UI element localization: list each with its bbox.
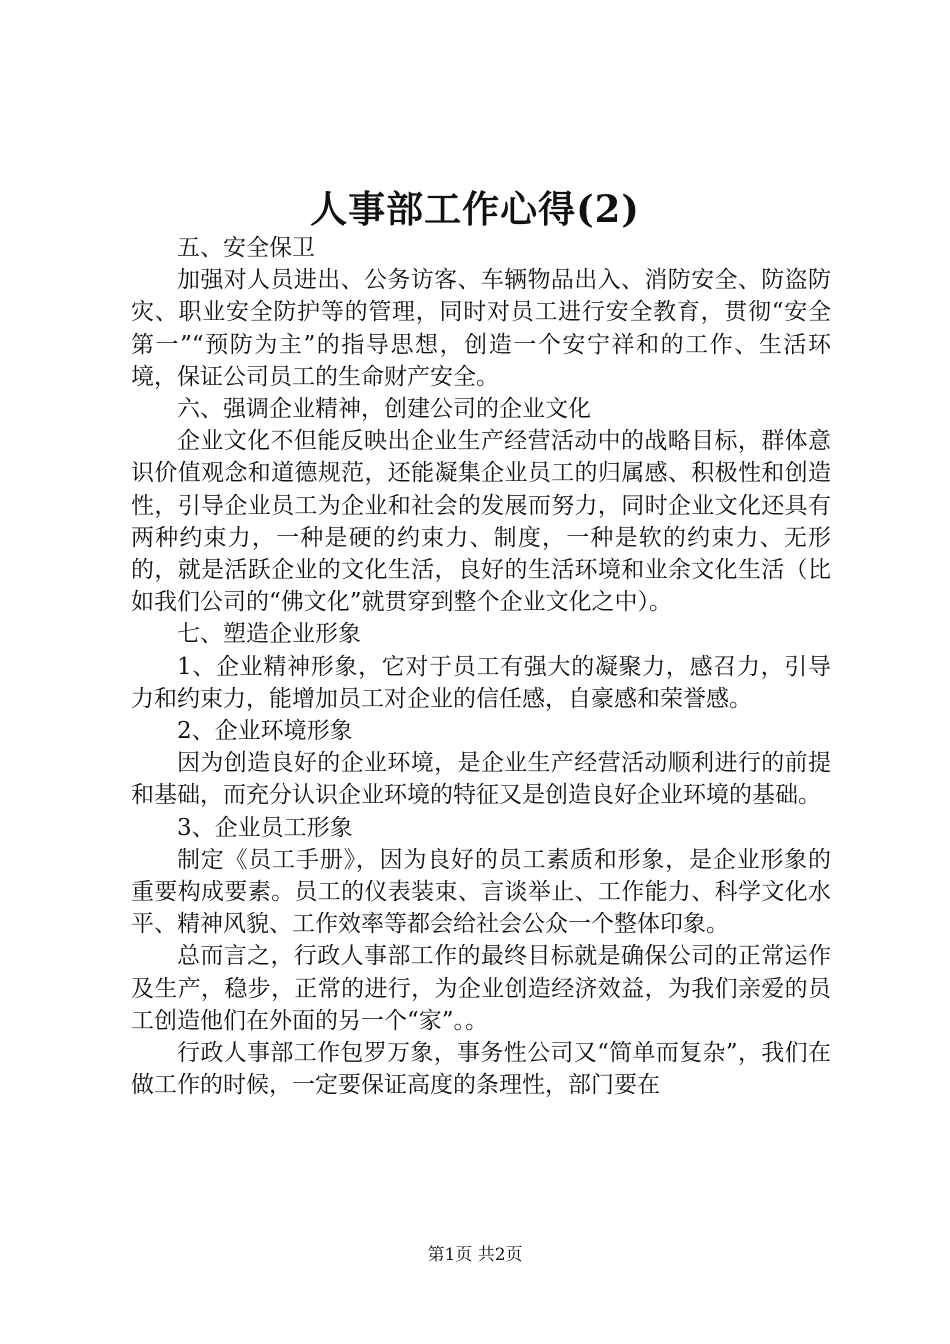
paragraph-closing: 行政人事部工作包罗万象，事务性公司又“简单而复杂”，我们在做工作的时候，一定要保证高度的条理性，部门要在 <box>131 1040 831 1099</box>
paragraph-spirit-image: 1、企业精神形象，它对于员工有强大的凝聚力，感召力，引导力和约束力，能增加员工对企业的信任感，自豪感和荣誉感。 <box>131 653 831 712</box>
document-title: 人事部工作心得(2) <box>310 187 640 231</box>
paragraph-culture: 企业文化不但能反映出企业生产经营活动中的战略目标，群体意识价值观念和道德规范，还能凝集企业员工的归属感、积极性和创造性，引导企业员工为企业和社会的发展而努力，同时企业文化还具有两种约束力，一种是硬的约束力、制度，一种是软的约束力、无形的，就是活跃企业的文化生活，良好的生活环境和业余文化生活（比如我们公司的“佛文化”就贯穿到整个企业文化之中）。 <box>131 428 831 616</box>
subheading-staff-image: 3、企业员工形象 <box>177 814 353 841</box>
section-heading-image: 七、塑造企业形象 <box>177 621 361 648</box>
section-heading-security: 五、安全保卫 <box>177 235 315 261</box>
subheading-environment-image: 2、企业环境形象 <box>177 718 353 745</box>
paragraph-staff: 制定《员工手册》，因为良好的员工素质和形象，是企业形象的重要构成要素。员工的仪表装束、言谈举止、工作能力、科学文化水平、精神风貌、工作效率等都会给社会公众一个整体印象。 <box>131 846 831 938</box>
paragraph-security: 加强对人员进出、公务访客、车辆物品出入、消防安全、防盗防灾、职业安全防护等的管理，同时对员工进行安全教育，贯彻“安全第一”“预防为主”的指导思想，创造一个安宁祥和的工作、生活环境，保证公司员工的生命财产安全。 <box>131 267 831 390</box>
section-heading-culture: 六、强调企业精神，创建公司的企业文化 <box>177 396 591 423</box>
document-body <box>131 232 831 1101</box>
paragraph-environment: 因为创造良好的企业环境，是企业生产经营活动顺利进行的前提和基础，而充分认识企业环境的特征又是创造良好企业环境的基础。 <box>131 750 831 809</box>
paragraph-summary: 总而言之，行政人事部工作的最终目标就是确保公司的正常运作及生产，稳步，正常的进行，为企业创造经济效益，为我们亲爱的员工创造他们在外面的另一个“家”。。 <box>131 943 831 1034</box>
page-footer: 第1页 共2页 <box>427 1245 523 1265</box>
